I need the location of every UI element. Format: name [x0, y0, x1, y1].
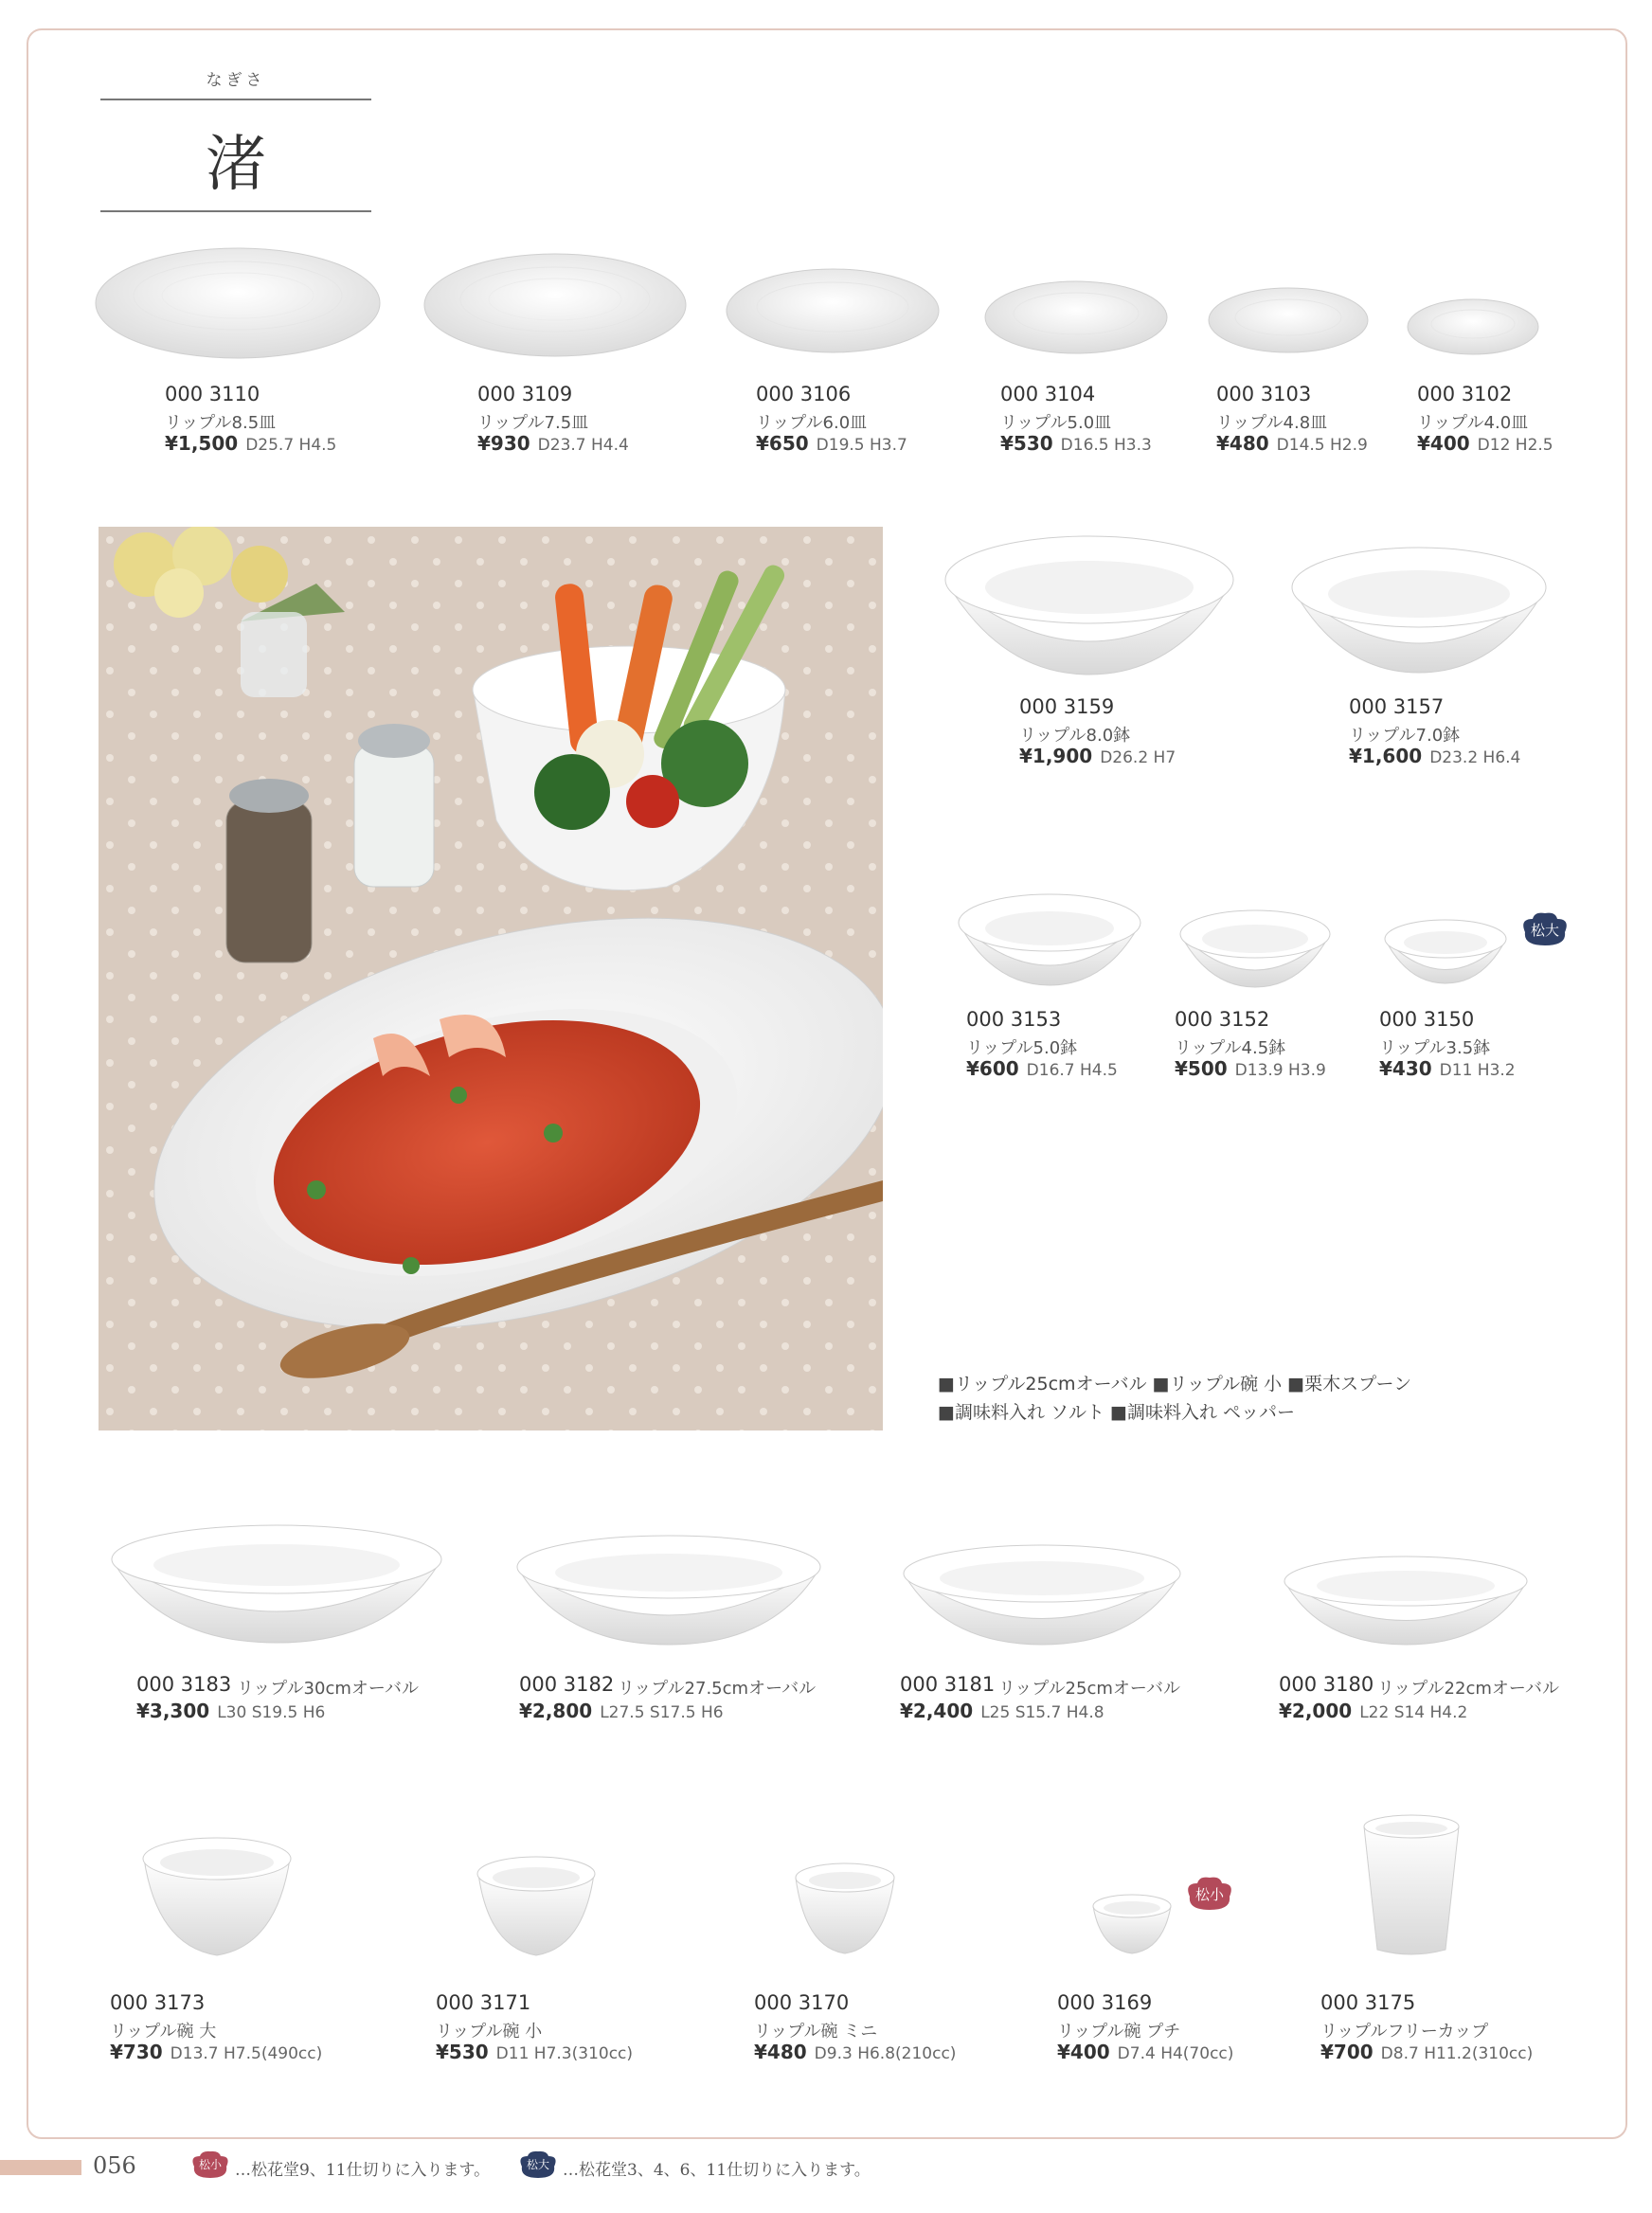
product-code: 000 3159: [1019, 695, 1115, 718]
bowl-icon: [1176, 908, 1334, 987]
product-dims: D26.2 H7: [1100, 748, 1176, 767]
cup-icon: [792, 1859, 898, 1957]
plum-flower-badge-icon: [189, 2150, 231, 2179]
product-code: 000 3109: [477, 383, 573, 405]
badge-label: 松小: [1194, 1886, 1224, 1903]
product-code: 000 3175: [1320, 1991, 1416, 2014]
product-code: 000 3103: [1216, 383, 1312, 405]
product-dims: D12 H2.5: [1477, 436, 1553, 455]
product-dims: D9.3 H6.8(210cc): [814, 2044, 957, 2063]
product-dims: D11 H7.3(310cc): [495, 2044, 634, 2063]
product-name: リップル4.5鉢: [1175, 1038, 1286, 1058]
product-dims: D13.7 H7.5(490cc): [170, 2044, 323, 2063]
plate-icon: [1406, 296, 1540, 358]
product-dims: D11 H3.2: [1439, 1061, 1516, 1080]
plate-icon: [1207, 282, 1370, 356]
product-dims: L25 S15.7 H4.8: [980, 1703, 1104, 1722]
price-line: [900, 1700, 1104, 1722]
product-price: ¥400: [1057, 2041, 1110, 2063]
price-line: [1379, 1057, 1516, 1080]
badge-label: 松大: [1530, 922, 1559, 939]
price-line: [754, 2041, 956, 2063]
product-dims: D14.5 H2.9: [1276, 436, 1368, 455]
product-name: リップル碗 小: [436, 2022, 543, 2042]
food-photo-illustration: [99, 527, 883, 1430]
product-code: 000 3173: [110, 1991, 206, 2014]
product-dims: D16.5 H3.3: [1060, 436, 1152, 455]
cup-icon: [138, 1834, 296, 1959]
product-price: ¥2,400: [900, 1700, 974, 1722]
product-price: ¥430: [1379, 1057, 1432, 1080]
footer-accent-bar: [0, 2160, 81, 2175]
product-price: ¥600: [966, 1057, 1019, 1080]
price-line: [477, 432, 629, 455]
oval-bowl-icon: [900, 1542, 1184, 1645]
product-dims: L27.5 S17.5 H6: [600, 1703, 724, 1722]
bowl-icon: [942, 532, 1237, 675]
product-name: リップル5.0鉢: [966, 1038, 1078, 1058]
product-code: 000 3171: [436, 1991, 531, 2014]
product-name: リップル碗 大: [110, 2022, 217, 2042]
product-code: 000 3180: [1279, 1673, 1374, 1696]
tumbler-icon: [1360, 1811, 1463, 1959]
product-price: ¥530: [436, 2041, 489, 2063]
product-code: 000 3104: [1000, 383, 1096, 405]
product-code: 000 3153: [966, 1008, 1062, 1031]
product-dims: L30 S19.5 H6: [217, 1703, 326, 1722]
product-price: ¥730: [110, 2041, 163, 2063]
price-line: [966, 1057, 1118, 1080]
price-line: [1057, 2041, 1233, 2063]
price-line: [1320, 2041, 1533, 2063]
product-dims: D13.9 H3.9: [1234, 1061, 1326, 1080]
product-code: 000 3183: [136, 1673, 232, 1696]
product-name: リップル碗 ミニ: [754, 2022, 878, 2042]
product-price: ¥2,800: [519, 1700, 593, 1722]
price-line: [1216, 432, 1368, 455]
product-name: リップル4.0皿: [1417, 413, 1529, 433]
product-dims: D16.7 H4.5: [1026, 1061, 1118, 1080]
product-price: ¥2,000: [1279, 1700, 1353, 1722]
price-line: [519, 1700, 724, 1722]
plate-icon: [91, 237, 385, 360]
product-dims: D8.7 H11.2(310cc): [1380, 2044, 1534, 2063]
product-name: リップル5.0皿: [1000, 413, 1112, 433]
product-name: リップル25cmオーバル: [998, 1679, 1180, 1699]
product-name: リップル碗 プチ: [1057, 2022, 1181, 2042]
product-price: ¥1,600: [1349, 745, 1423, 767]
product-code: 000 3157: [1349, 695, 1445, 718]
plum-flower-badge-icon: [517, 2150, 559, 2179]
product-dims: D19.5 H3.7: [816, 436, 907, 455]
badge-label: 松大: [526, 2158, 549, 2171]
product-price: ¥480: [754, 2041, 807, 2063]
product-code: 000 3106: [756, 383, 852, 405]
product-price: ¥500: [1175, 1057, 1228, 1080]
product-price: ¥480: [1216, 432, 1269, 455]
bowl-icon: [955, 891, 1144, 985]
price-line: [1019, 745, 1176, 767]
oval-bowl-icon: [513, 1533, 824, 1645]
product-name: リップル22cmオーバル: [1377, 1679, 1559, 1699]
product-price: ¥1,900: [1019, 745, 1093, 767]
product-price: ¥930: [477, 432, 530, 455]
title-top-rule: [100, 99, 371, 100]
product-name: リップル7.0鉢: [1349, 726, 1461, 746]
footer-note-large: …松花堂3、4、6、11仕切りに入ります。: [563, 2161, 871, 2180]
bowl-icon: [1288, 544, 1550, 673]
product-name: リップル30cmオーバル: [237, 1679, 419, 1699]
product-dims: D23.2 H6.4: [1429, 748, 1521, 767]
product-code: 000 3182: [519, 1673, 615, 1696]
price-line: [110, 2041, 322, 2063]
price-line: [136, 1700, 325, 1722]
oval-bowl-icon: [1281, 1554, 1531, 1645]
product-price: ¥530: [1000, 432, 1053, 455]
product-name: リップル7.5皿: [477, 413, 589, 433]
price-line: [436, 2041, 633, 2063]
plate-icon: [983, 275, 1169, 356]
plate-icon: [724, 261, 942, 356]
bowl-icon: [1381, 917, 1510, 983]
cup-icon: [1089, 1891, 1175, 1957]
plum-flower-badge-icon: [1519, 911, 1571, 947]
product-dims: L22 S14 H4.2: [1359, 1703, 1468, 1722]
product-code: 000 3102: [1417, 383, 1513, 405]
product-code: 000 3170: [754, 1991, 850, 2014]
product-name: リップル4.8皿: [1216, 413, 1328, 433]
product-code: 000 3150: [1379, 1008, 1475, 1031]
styled-food-photo: [99, 527, 883, 1430]
product-name: リップル8.5皿: [165, 413, 277, 433]
product-dims: D23.7 H4.4: [537, 436, 629, 455]
series-title: 渚: [206, 130, 266, 200]
price-line: [756, 432, 907, 455]
price-line: [1349, 745, 1520, 767]
oval-bowl-icon: [108, 1521, 445, 1643]
plate-icon: [422, 244, 688, 358]
plum-flower-badge-icon: [1184, 1876, 1235, 1912]
price-line: [1000, 432, 1152, 455]
footer-note-small: …松花堂9、11仕切りに入ります。: [235, 2161, 491, 2180]
price-line: [1175, 1057, 1326, 1080]
product-code: 000 3152: [1175, 1008, 1270, 1031]
product-price: ¥700: [1320, 2041, 1374, 2063]
page-number: 056: [93, 2152, 136, 2179]
product-dims: D7.4 H4(70cc): [1117, 2044, 1234, 2063]
price-line: [1417, 432, 1553, 455]
series-title-block: [100, 59, 371, 218]
product-name: リップル3.5鉢: [1379, 1038, 1491, 1058]
cup-icon: [474, 1853, 599, 1959]
product-dims: D25.7 H4.5: [245, 436, 337, 455]
product-price: ¥1,500: [165, 432, 239, 455]
photo-caption-line-2: ■調味料入れ ソルト ■調味料入れ ペッパー: [938, 1402, 1296, 1423]
price-line: [1279, 1700, 1467, 1722]
series-title-ruby: なぎさ: [206, 71, 266, 90]
product-name: リップル27.5cmオーバル: [618, 1679, 817, 1699]
product-name: リップル8.0鉢: [1019, 726, 1131, 746]
product-price: ¥3,300: [136, 1700, 210, 1722]
product-price: ¥650: [756, 432, 809, 455]
price-line: [165, 432, 336, 455]
badge-label: 松小: [198, 2158, 222, 2171]
photo-caption-line-1: ■リップル25cmオーバル ■リップル碗 小 ■栗木スプーン: [938, 1374, 1412, 1394]
product-code: 000 3169: [1057, 1991, 1153, 2014]
product-name: リップルフリーカップ: [1320, 2022, 1489, 2042]
product-code: 000 3181: [900, 1673, 996, 1696]
product-code: 000 3110: [165, 383, 260, 405]
product-name: リップル6.0皿: [756, 413, 868, 433]
title-bottom-rule: [100, 210, 371, 212]
product-price: ¥400: [1417, 432, 1470, 455]
